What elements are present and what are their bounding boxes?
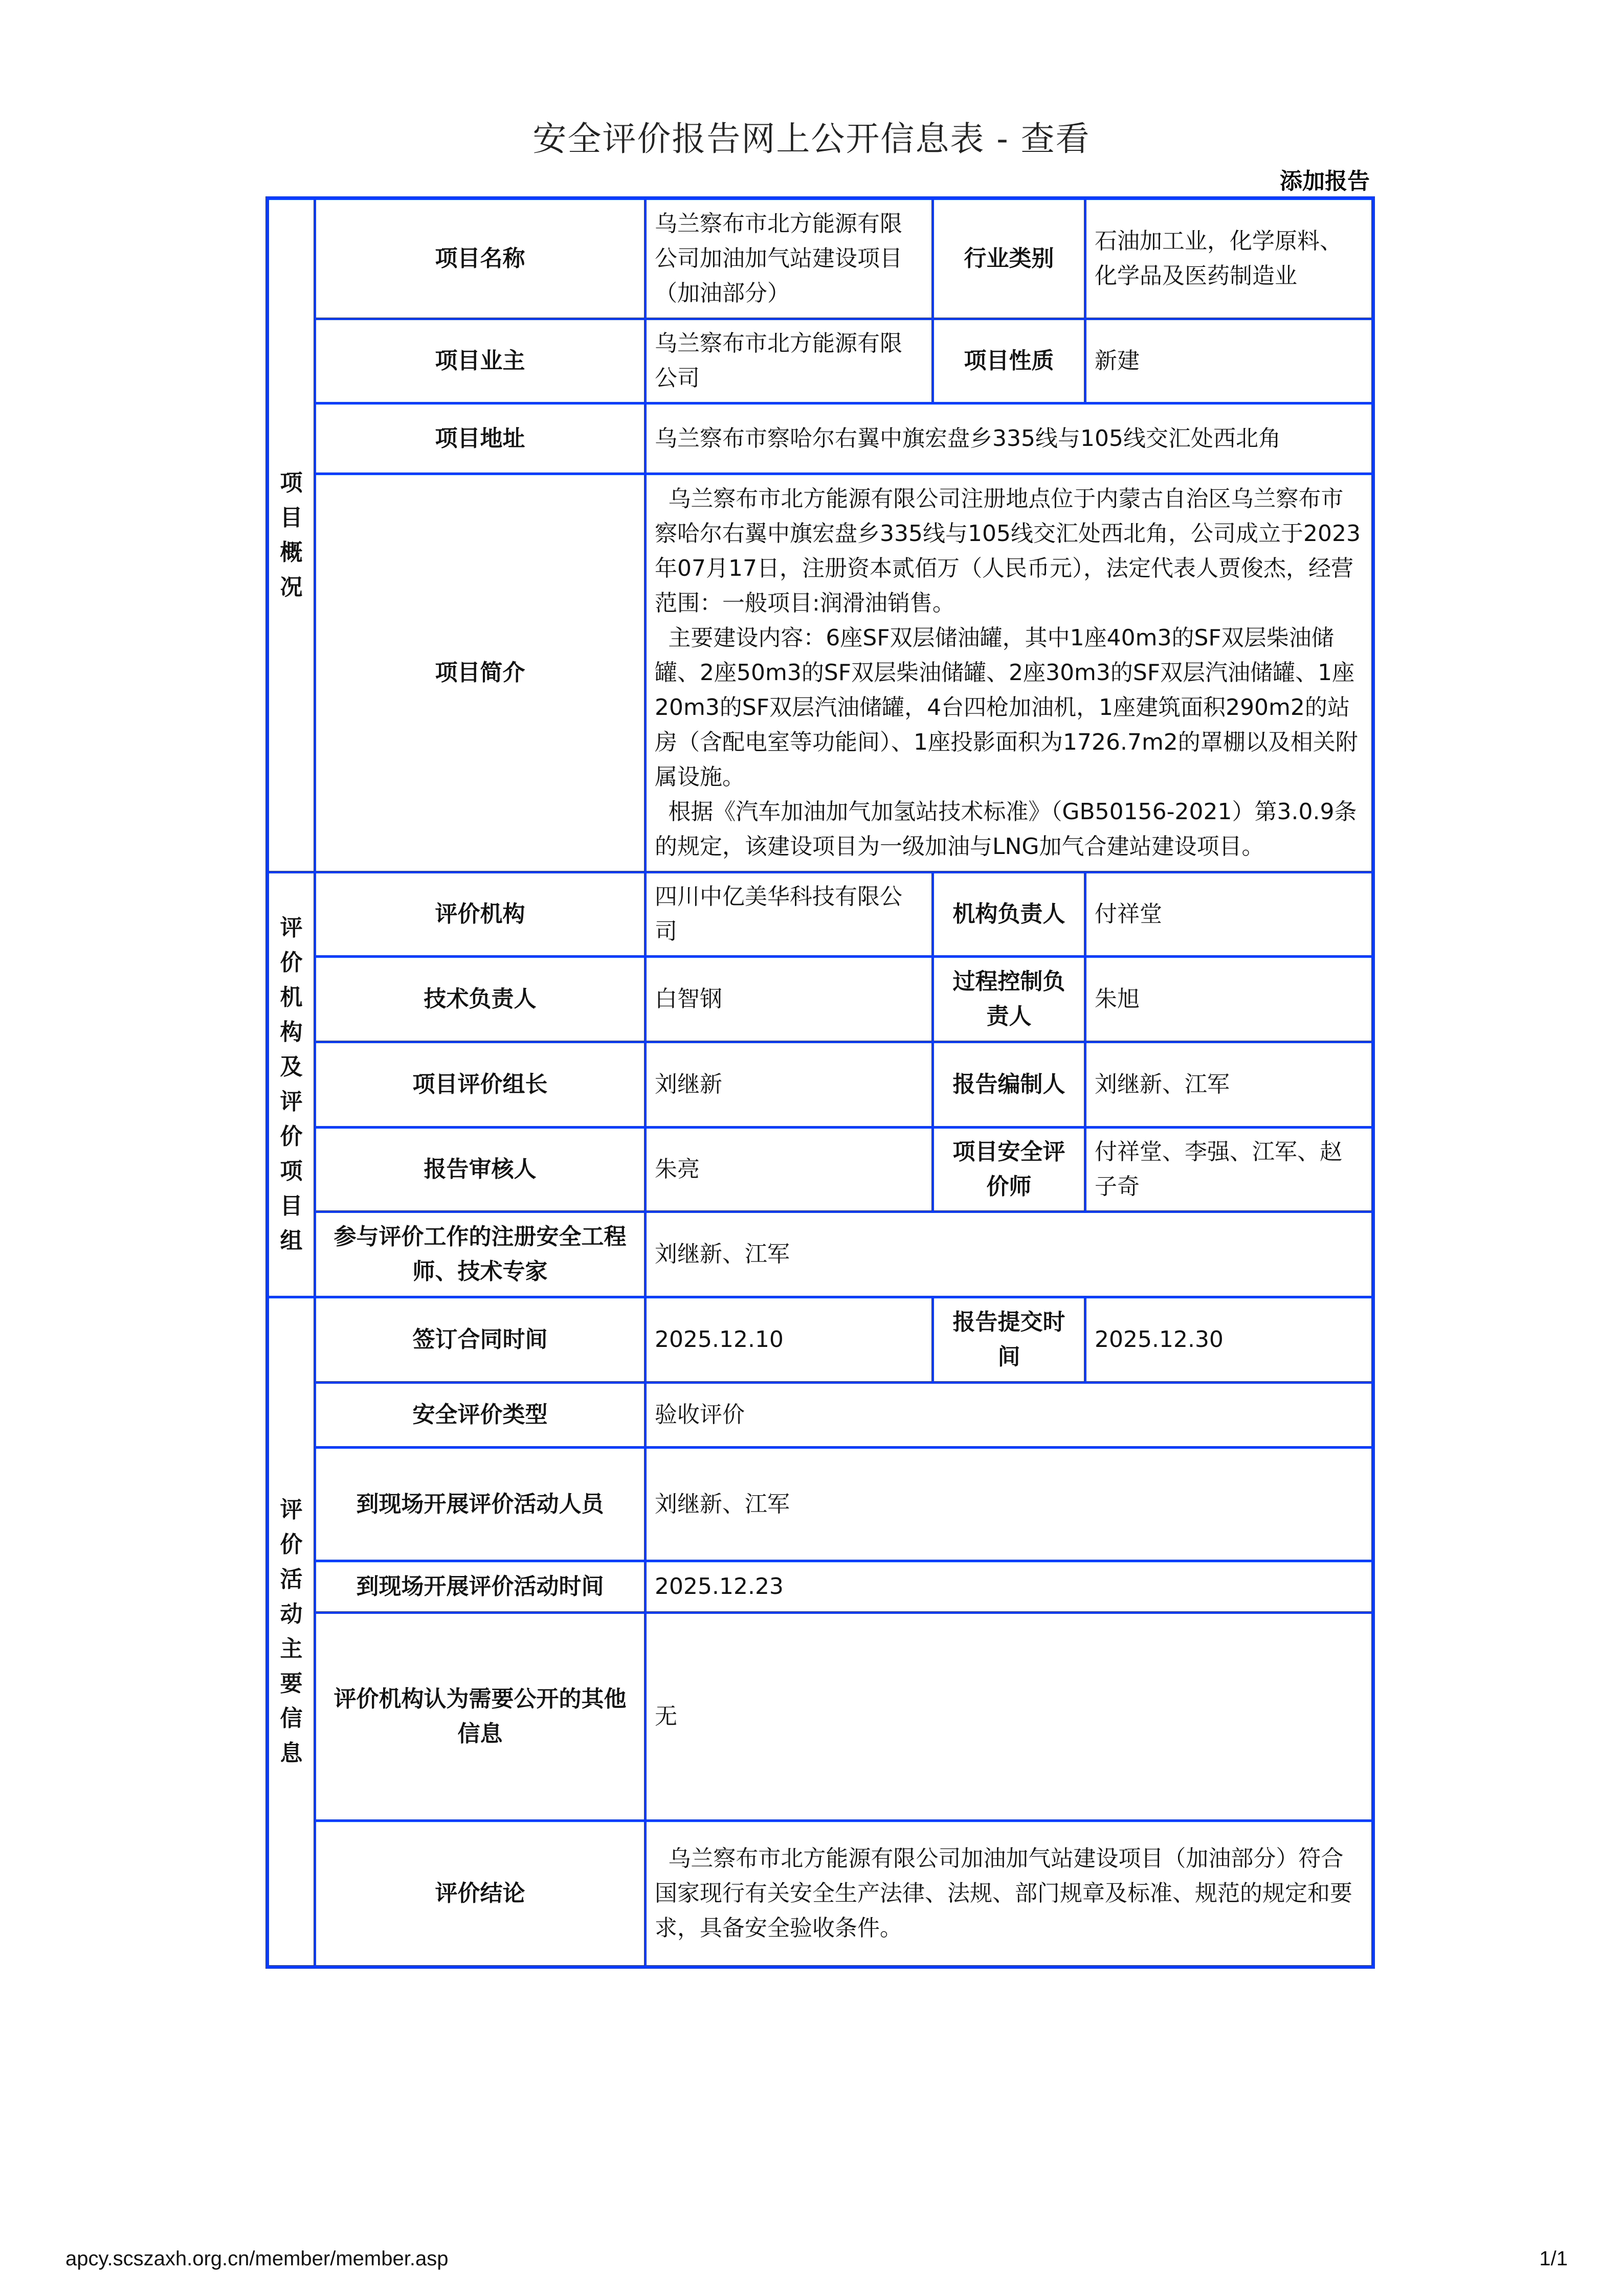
nature-value: 新建	[1085, 319, 1373, 403]
safety-evaluators-value: 付祥堂、李强、江军、赵子奇	[1085, 1128, 1373, 1212]
table-row	[268, 1383, 1373, 1448]
team-leader-label: 项目评价组长	[315, 1042, 646, 1128]
table-row	[268, 957, 1373, 1042]
owner-value: 乌兰察布市北方能源有限公司	[646, 319, 933, 403]
agency-head-value: 付祥堂	[1085, 872, 1373, 957]
submit-date-value: 2025.12.30	[1085, 1297, 1373, 1383]
disclosure-table	[265, 196, 1375, 1969]
table-row	[268, 1821, 1373, 1967]
contract-date-value: 2025.12.10	[646, 1297, 933, 1383]
conclusion-label: 评价结论	[315, 1821, 646, 1967]
submit-date-label: 报告提交时间	[933, 1297, 1085, 1383]
page-title: 安全评价报告网上公开信息表 - 查看	[532, 119, 1091, 159]
site-staff-value: 刘继新、江军	[646, 1448, 1373, 1561]
engineers-value: 刘继新、江军	[646, 1212, 1373, 1297]
add-report-link[interactable]: 添加报告	[1280, 168, 1370, 194]
nature-label: 项目性质	[933, 319, 1085, 403]
agency-label: 评价机构	[315, 872, 646, 957]
process-head-label: 过程控制负责人	[933, 957, 1085, 1042]
tech-head-value: 白智钢	[646, 957, 933, 1042]
footer-page-number: 1/1	[1539, 2247, 1568, 2270]
table-row	[268, 1042, 1373, 1128]
table-row	[268, 1613, 1373, 1821]
agency-head-label: 机构负责人	[933, 872, 1085, 957]
conclusion-text: 乌兰察布市北方能源有限公司加油加气站建设项目（加油部分）符合国家现行有关安全生产法律、法规、部门规章及标准、规范的规定和要求，具备安全验收条件。	[655, 1845, 1352, 1941]
table-row	[268, 1212, 1373, 1297]
process-head-value: 朱旭	[1085, 957, 1373, 1042]
safety-evaluators-label: 项目安全评价师	[933, 1128, 1085, 1212]
table-row	[268, 1448, 1373, 1561]
agency-value: 四川中亿美华科技有限公司	[646, 872, 933, 957]
industry-label: 行业类别	[933, 198, 1085, 319]
site-date-value: 2025.12.23	[646, 1561, 1373, 1613]
section-overview: 项目概况	[268, 198, 315, 872]
summary-value	[646, 474, 1373, 872]
industry-value: 石油加工业，化学原料、化学品及医药制造业	[1085, 198, 1373, 319]
address-value: 乌兰察布市察哈尔右翼中旗宏盘乡335线与105线交汇处西北角	[646, 403, 1373, 474]
project-name-value: 乌兰察布市北方能源有限公司加油加气站建设项目（加油部分）	[646, 198, 933, 319]
table-row	[268, 1297, 1373, 1383]
summary-paragraph: 根据《汽车加油加气加氢站技术标准》（GB50156-2021）第3.0.9条的规定，该建设项目为一级加油与LNG加气合建站建设项目。	[655, 799, 1357, 860]
site-date-label: 到现场开展评价活动时间	[315, 1561, 646, 1613]
contract-date-label: 签订合同时间	[315, 1297, 646, 1383]
site-staff-label: 到现场开展评价活动人员	[315, 1448, 646, 1561]
table-row	[268, 319, 1373, 403]
tech-head-label: 技术负责人	[315, 957, 646, 1042]
address-label: 项目地址	[315, 403, 646, 474]
section-org: 评价机构及评价项目组	[268, 872, 315, 1297]
eval-type-label: 安全评价类型	[315, 1383, 646, 1448]
project-name-label: 项目名称	[315, 198, 646, 319]
summary-label: 项目简介	[315, 474, 646, 872]
table-row	[268, 403, 1373, 474]
engineers-label: 参与评价工作的注册安全工程师、技术专家	[315, 1212, 646, 1297]
other-info-label: 评价机构认为需要公开的其他信息	[315, 1613, 646, 1821]
owner-label: 项目业主	[315, 319, 646, 403]
table-row	[268, 1128, 1373, 1212]
report-author-value: 刘继新、江军	[1085, 1042, 1373, 1128]
table-row	[268, 872, 1373, 957]
section-activity: 评价活动主要信息	[268, 1297, 315, 1967]
other-info-value: 无	[646, 1613, 1373, 1821]
eval-type-value: 验收评价	[646, 1383, 1373, 1448]
reviewer-label: 报告审核人	[315, 1128, 646, 1212]
table-row	[268, 198, 1373, 319]
table-row	[268, 474, 1373, 872]
summary-paragraph: 乌兰察布市北方能源有限公司注册地点位于内蒙古自治区乌兰察布市察哈尔右翼中旗宏盘乡335线与105线交汇处西北角，公司成立于2023年07月17日，注册资本贰佰万（人民币元），法定代表人贾俊杰，经营范围：一般项目:润滑油销售。	[655, 486, 1361, 616]
footer-url: apcy.scszaxh.org.cn/member/member.asp	[65, 2247, 449, 2270]
conclusion-value	[646, 1821, 1373, 1967]
team-leader-value: 刘继新	[646, 1042, 933, 1128]
report-author-label: 报告编制人	[933, 1042, 1085, 1128]
table-row	[268, 1561, 1373, 1613]
summary-paragraph: 主要建设内容：6座SF双层储油罐，其中1座40m3的SF双层柴油储罐、2座50m3的SF双层柴油储罐、2座30m3的SF双层汽油储罐、1座20m3的SF双层汽油储罐，4台四枪加油机，1座建筑面积290m2的站房（含配电室等功能间）、1座投影面积为1726.7m2的罩棚以及相关附属设施。	[655, 625, 1358, 790]
reviewer-value: 朱亮	[646, 1128, 933, 1212]
